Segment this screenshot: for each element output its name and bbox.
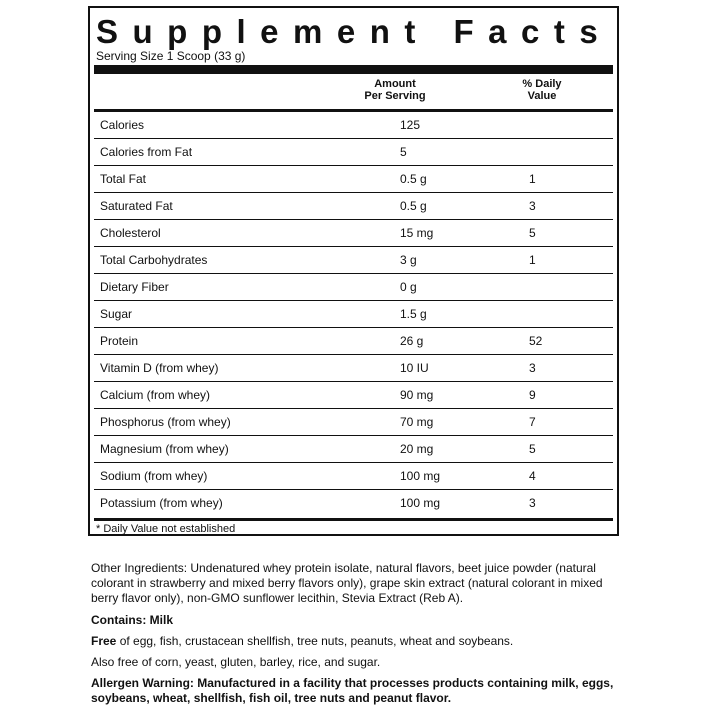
nutrient-name: Total Carbohydrates bbox=[100, 253, 208, 267]
serving-size: Serving Size 1 Scoop (33 g) bbox=[96, 49, 246, 63]
nutrient-amount: 15 mg bbox=[400, 226, 434, 240]
nutrient-amount: 90 mg bbox=[400, 388, 434, 402]
nutrient-name: Calories from Fat bbox=[100, 145, 193, 159]
free-label: Free bbox=[91, 634, 117, 648]
also-free-statement: Also free of corn, yeast, gluten, barley, rice, and sugar. bbox=[91, 655, 381, 669]
nutrient-name: Phosphorus (from whey) bbox=[100, 415, 231, 429]
nutrient-amount: 100 mg bbox=[400, 469, 441, 483]
nutrient-table bbox=[94, 112, 613, 517]
table-row bbox=[94, 193, 613, 220]
nutrient-name: Dietary Fiber bbox=[100, 280, 169, 294]
nutrient-daily-value: 3 bbox=[529, 496, 536, 510]
table-row bbox=[94, 382, 613, 409]
table-row bbox=[94, 301, 613, 328]
nutrient-amount: 20 mg bbox=[400, 442, 434, 456]
table-row bbox=[94, 490, 613, 517]
nutrient-name: Vitamin D (from whey) bbox=[100, 361, 219, 375]
panel-title: Supplement Facts bbox=[96, 13, 613, 50]
table-row bbox=[94, 112, 613, 139]
header-divider bbox=[94, 65, 613, 74]
footer-divider bbox=[94, 518, 613, 521]
nutrient-amount: 125 bbox=[400, 118, 421, 132]
nutrient-daily-value: 5 bbox=[529, 226, 536, 240]
table-row bbox=[94, 247, 613, 274]
nutrient-daily-value: 5 bbox=[529, 442, 536, 456]
dv-header-line1: % Daily bbox=[522, 78, 562, 90]
table-row bbox=[94, 166, 613, 193]
free-of-statement bbox=[91, 634, 621, 649]
nutrient-amount: 0.5 g bbox=[400, 199, 427, 213]
amount-header-line2: Per Serving bbox=[364, 90, 426, 102]
nutrient-daily-value: 1 bbox=[529, 253, 536, 267]
nutrient-amount: 26 g bbox=[400, 334, 424, 348]
nutrient-amount: 0 g bbox=[400, 280, 417, 294]
nutrient-daily-value: 3 bbox=[529, 361, 536, 375]
nutrient-daily-value: 1 bbox=[529, 172, 536, 186]
nutrient-name: Calcium (from whey) bbox=[100, 388, 211, 402]
nutrient-daily-value: 4 bbox=[529, 469, 536, 483]
nutrient-name: Saturated Fat bbox=[100, 199, 173, 213]
nutrient-name: Magnesium (from whey) bbox=[100, 442, 229, 456]
dv-header-line2: Value bbox=[527, 90, 557, 102]
nutrient-daily-value: 3 bbox=[529, 199, 536, 213]
nutrient-name: Cholesterol bbox=[100, 226, 161, 240]
daily-value-header bbox=[502, 78, 582, 102]
nutrient-amount: 3 g bbox=[400, 253, 417, 267]
amount-header bbox=[360, 78, 430, 102]
allergen-warning: Allergen Warning: Manufactured in a facility that processes products containing milk, eggs, soybeans, wheat, shellfish, fish oil, tree nuts and peanut flavor. bbox=[91, 676, 614, 705]
nutrient-name: Total Fat bbox=[100, 172, 147, 186]
table-row bbox=[94, 139, 613, 166]
table-row bbox=[94, 274, 613, 301]
contains-statement: Contains: Milk bbox=[91, 613, 174, 627]
nutrient-amount: 10 IU bbox=[400, 361, 429, 375]
table-row bbox=[94, 409, 613, 436]
nutrient-amount: 5 bbox=[400, 145, 407, 159]
nutrient-name: Protein bbox=[100, 334, 139, 348]
other-ingredients: Other Ingredients: Undenatured whey protein isolate, natural flavors, beet juice powder (natural colorant in strawberry and mixed berry flavors only), grape skin extract (natural colorant in mixed berry flavor only), non-GMO sunflower lecithin, Stevia Extract (Reb A). bbox=[91, 561, 603, 605]
nutrient-daily-value: 7 bbox=[529, 415, 536, 429]
nutrient-name: Potassium (from whey) bbox=[100, 496, 223, 510]
nutrient-amount: 70 mg bbox=[400, 415, 434, 429]
amount-header-line1: Amount bbox=[374, 78, 416, 90]
nutrient-name: Sodium (from whey) bbox=[100, 469, 208, 483]
nutrient-amount: 100 mg bbox=[400, 496, 441, 510]
free-of-text: of egg, fish, crustacean shellfish, tree nuts, peanuts, wheat and soybeans. bbox=[116, 634, 514, 648]
table-row bbox=[94, 220, 613, 247]
nutrient-name: Sugar bbox=[100, 307, 133, 321]
product-info bbox=[91, 561, 621, 706]
nutrient-amount: 0.5 g bbox=[400, 172, 427, 186]
table-row bbox=[94, 436, 613, 463]
nutrient-name: Calories bbox=[100, 118, 145, 132]
table-row bbox=[94, 355, 613, 382]
nutrient-amount: 1.5 g bbox=[400, 307, 427, 321]
table-row bbox=[94, 328, 613, 355]
table-row bbox=[94, 463, 613, 490]
nutrient-daily-value: 9 bbox=[529, 388, 536, 402]
nutrient-daily-value: 52 bbox=[529, 334, 543, 348]
daily-value-footnote: * Daily Value not established bbox=[96, 523, 236, 535]
supplement-facts-panel bbox=[88, 6, 619, 536]
